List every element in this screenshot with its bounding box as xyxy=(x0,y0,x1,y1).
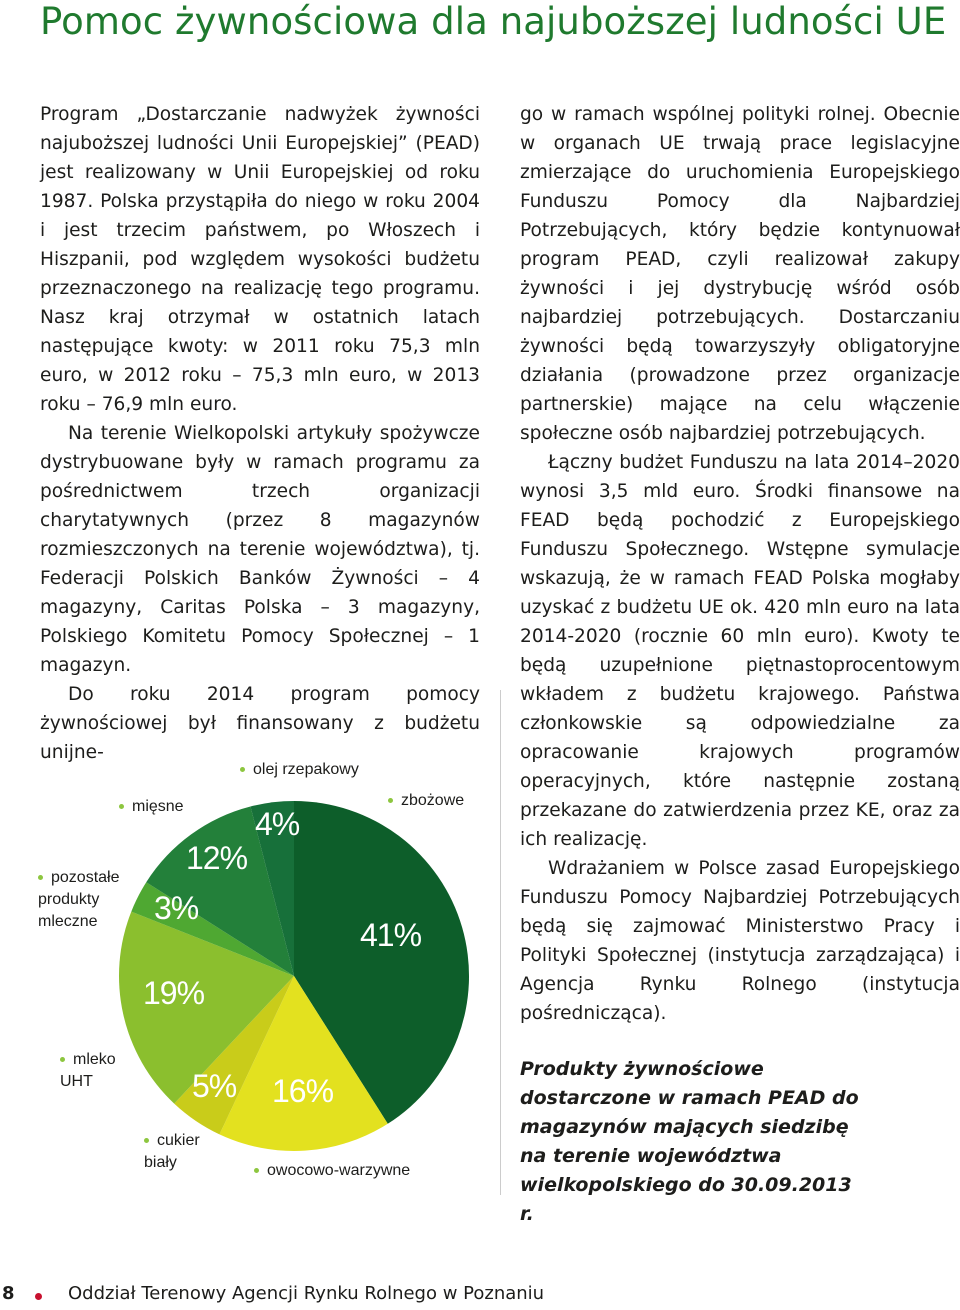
bullet-icon xyxy=(254,1168,259,1173)
column-divider xyxy=(500,690,501,1195)
bullet-icon xyxy=(240,767,245,772)
label-text: cukier biały xyxy=(144,1132,200,1171)
paragraph: Łączny budżet Funduszu na lata 2014–2020 wynosi 3,5 mld euro. Środki finansowe na FEAD będą pochodzić z Europejskiego Funduszu Społecznego. Wstępne symulacje wskazują, że w ramach FEAD Polska mogłaby uzyskać z budżetu UE ok. 420 mln euro na lata 2014-2020 (rocznie 60 mln euro). Kwoty te będą uzupełnione piętnastoprocentowym wkładem z budżetu krajowego. Państwa członkowskie są odpowiedzialne za opracowanie krajowych programów operacyjnych, które następnie zostaną przekazane do zatwierdzenia przez KE, oraz za ich realizację. xyxy=(520,452,960,850)
paragraph: Program „Dostarczanie nadwyżek żywności najuboższej ludności Unii Europejskiej” (PEAD) jest realizowany w Unii Europejskiej od roku 1987. Polska przystąpiła do niego w roku 2004 i jest trzecim państwem, po Włoszech i Hiszpanii, pod względem wysokości budżetu przeznaczonego na realizację tego programu. Nasz kraj otrzymał w ostatnich latach następujące kwoty: w 2011 roku 75,3 mln euro, w 2012 roku – 75,3 mln euro, w 2013 roku – 76,9 mln euro. xyxy=(40,104,480,415)
bullet-icon xyxy=(119,804,124,809)
paragraph: Do roku 2014 program pomocy żywnościowej był finansowany z budżetu unijne- xyxy=(40,684,480,763)
legend-label-olej xyxy=(240,759,359,781)
label-text: olej rzepakowy xyxy=(253,761,359,778)
value-label-olej: 4% xyxy=(255,806,300,842)
page-title: Pomoc żywnościowa dla najuboższej ludności UE xyxy=(40,0,947,43)
value-label-cukier: 5% xyxy=(192,1068,237,1104)
bullet-icon xyxy=(60,1057,65,1062)
label-text: zbożowe xyxy=(401,792,465,809)
footer-text: Oddział Terenowy Agencji Rynku Rolnego w Poznaniu xyxy=(68,1283,545,1304)
legend-label-zbozowe xyxy=(388,790,464,812)
label-text: owocowo-warzywne xyxy=(267,1162,411,1179)
paragraph: Wdrażaniem w Polsce zasad Europejskiego Funduszu Pomocy Najbardziej Potrzebujących będą się zajmować Ministerstwo Pracy i Polityki Społecznej (instytucja zarządzająca) i Agencja Rynku Rolnego (instytucja pośrednicząca). xyxy=(520,858,960,1024)
paragraph: go w ramach wspólnej polityki rolnej. Obecnie w organach UE trwają prace legislacyjne zmierzające do uruchomienia Europejskiego Funduszu Pomocy dla Najbardziej Potrzebujących, który będzie kontynuował program PEAD, czyli realizował zakupy żywności i jej dystrybucję wśród osób najbardziej potrzebujących. Dostarczaniu żywności będą towarzyszyły obligatoryjne działania (prowadzone przez organizacje partnerskie) mające na celu włączenie społeczne osób najbardziej potrzebujących. xyxy=(520,104,960,444)
legend-label-miesne xyxy=(119,796,184,818)
label-text: pozostałe produkty mleczne xyxy=(38,869,120,930)
bullet-icon xyxy=(38,875,43,880)
legend-label-pozostale xyxy=(38,867,133,933)
legend-label-cukier xyxy=(144,1130,214,1174)
paragraph: Na terenie Wielkopolski artykuły spożywcze dystrybuowane były w ramach programu za pośrednictwem trzech organizacji charytatywnych (przez 8 magazynów rozmieszczonych na terenie województwa), tj. Federacji Polskich Banków Żywności – 4 magazyny, Caritas Polska – 3 magazyny, Polskiego Komitetu Pomocy Społecznej – 1 magazyn. xyxy=(40,423,480,676)
label-text: mięsne xyxy=(132,798,184,815)
value-label-miesne: 12% xyxy=(186,840,248,876)
value-label-zbozowe: 41% xyxy=(360,917,422,953)
bullet-icon xyxy=(35,1293,42,1300)
chart-caption: Produkty żywnościowe dostarczone w ramach PEAD do magazynów mających siedzibę na terenie województwa wielkopolskiego do 30.09.2013 r. xyxy=(520,1058,859,1225)
legend-label-mleko xyxy=(60,1049,120,1093)
value-label-owocowo: 16% xyxy=(272,1073,334,1109)
bullet-icon xyxy=(144,1138,149,1143)
page-number: 8 xyxy=(2,1283,15,1304)
bullet-icon xyxy=(388,798,393,803)
value-label-pozostale: 3% xyxy=(154,890,199,926)
page-footer xyxy=(0,1281,960,1310)
value-label-mleko: 19% xyxy=(143,975,205,1011)
legend-label-owocowo xyxy=(254,1160,410,1182)
label-text: mleko UHT xyxy=(60,1051,116,1090)
